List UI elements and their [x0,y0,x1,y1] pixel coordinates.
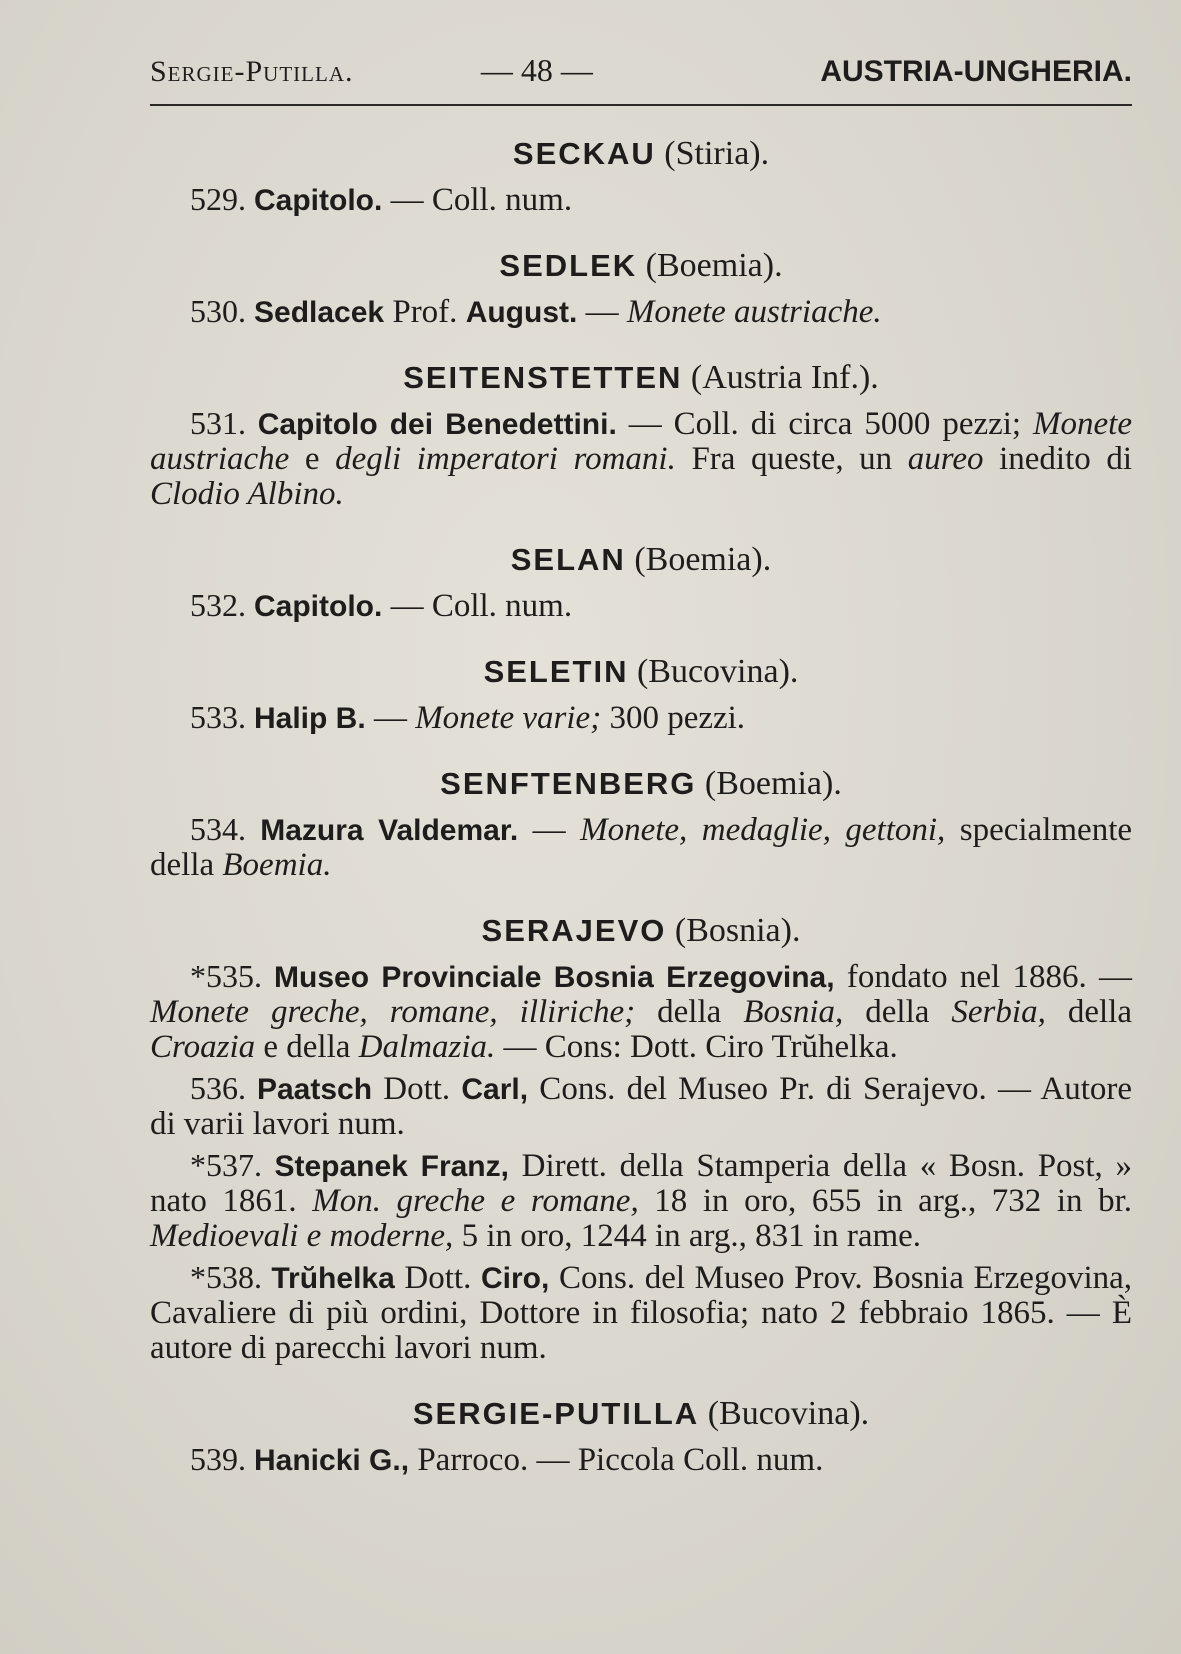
place-section [150,911,1132,1366]
catalog-entry [150,1260,1132,1366]
place-name: SERAJEVO [481,913,667,948]
entry-italic-text: Medioevali e moderne, [150,1218,454,1254]
catalog-entry [150,812,1132,883]
place-heading [150,911,1132,951]
entry-text: Dott. [372,1071,462,1107]
entry-italic-text: Mon. greche e romane, [312,1183,639,1219]
entry-italic-text: Serbia, [951,994,1046,1030]
entry-italic-text: Bosnia, [743,994,844,1030]
entry-name: Sedlacek [254,296,385,329]
place-heading [150,540,1132,580]
entry-text: Parroco. — Piccola Coll. num. [409,1442,824,1478]
place-section [150,764,1132,883]
entry-name: Capitolo dei Benedettini. [257,408,617,441]
place-section [150,652,1132,736]
entry-text: della [843,994,952,1030]
entry-name: Capitolo. [254,590,383,623]
entry-number: 534. [190,811,261,847]
entry-number: 533. [190,699,254,735]
entry-text: Dott. [394,1260,481,1296]
entry-text: 5 in oro, 1244 in arg., 831 in rame. [453,1218,922,1254]
entry-italic-text: Boemia. [222,847,332,883]
entry-text: della [635,994,744,1030]
place-section [150,540,1132,624]
place-region: (Austria Inf.). [690,359,879,396]
catalog-entry [150,1148,1132,1254]
entry-text: Cons. del Museo Prov. Bosnia Erzegovina, Cavaliere di più ordini, Dottore in filosofia; nato 2 febbraio 1865. — È autore di parecchi lavori num. [150,1260,1133,1366]
entry-text: — [577,294,627,330]
catalog-entry [150,406,1132,512]
place-heading [150,764,1132,804]
entry-name: Ciro, [480,1262,550,1295]
entry-text: — [518,812,581,848]
page-body [150,134,1132,1478]
place-section [150,134,1132,218]
entry-number: *537. [190,1147,275,1183]
entry-name: Museo Provinciale Bosnia Erzegovina, [274,961,835,994]
entry-name: Stepanek Franz, [274,1150,509,1183]
catalog-entry [150,959,1132,1065]
entry-name: Halip B. [254,702,366,735]
entry-name: Mazura Valdemar. [260,814,519,847]
entry-text: — Coll. num. [382,588,573,624]
entry-italic-text: Monete austriache. [626,294,882,330]
entry-number: 530. [190,293,254,329]
catalog-entry [150,588,1132,624]
entry-text: — Cons: Dott. Ciro Trŭhelka. [495,1029,898,1065]
entry-text: 300 pezzi. [601,700,746,736]
entry-text: della [1045,994,1132,1030]
entry-italic-text: Monete austriache [150,406,1132,477]
catalog-entry [150,294,1132,330]
entry-text: fondato nel 1886. — [834,959,1132,995]
page-number: — 48 — [480,52,593,88]
entry-italic-text: Monete varie; [415,700,602,736]
place-region: (Stiria). [664,135,770,172]
running-head-right: AUSTRIA-UNGHERIA. [820,55,1132,88]
entry-italic-text: Clodio Albino. [150,476,344,512]
place-region: (Boemia). [704,765,842,802]
entry-italic-text: Monete, medaglie, gettoni, [580,812,946,848]
entry-italic-text: Dalmazia. [358,1029,496,1065]
place-heading [150,652,1132,692]
entry-text: Fra queste, un [675,441,908,477]
entry-name: Trŭhelka [271,1262,395,1295]
entry-text: Dirett. della Stamperia della « Bosn. Post, » nato 1861. [150,1148,1132,1219]
catalog-entry [150,182,1132,218]
entry-text: Cons. del Museo Pr. di Serajevo. — Autore di varii lavori num. [150,1071,1132,1142]
entry-text: — Coll. di circa 5000 pezzi; [616,406,1034,442]
place-name: SERGIE-PUTILLA [412,1396,700,1431]
entry-text: — [365,700,416,736]
place-heading [150,1394,1132,1434]
place-region: (Boemia). [634,541,772,578]
entry-italic-text: degli imperatori romani. [335,441,676,477]
place-section [150,358,1132,512]
place-name: SELAN [510,542,626,577]
entry-italic-text: Croazia [150,1029,256,1065]
entry-name: Carl, [461,1073,529,1106]
entry-italic-text: Monete greche, romane, illiriche; [150,994,636,1030]
entry-name: August. [465,296,578,329]
entry-number: *538. [190,1259,272,1295]
place-name: SEDLEK [499,248,638,283]
place-region: (Bucovina). [636,653,799,690]
entry-text: specialmente della [150,812,1133,883]
running-head [150,52,1132,106]
text-column [150,52,1132,1482]
entry-number: 539. [190,1441,254,1477]
place-region: (Boemia). [645,247,783,284]
entry-text: e [289,441,336,477]
place-heading [150,134,1132,174]
entry-text: inedito di [983,441,1133,477]
entry-text: — Coll. num. [382,182,573,218]
place-section [150,246,1132,330]
catalog-entry [150,1071,1132,1142]
entry-number: *535. [190,958,275,994]
place-region: (Bosnia). [674,912,801,949]
entry-number: 531. [190,405,258,441]
entry-text: Prof. [384,294,466,330]
entry-text: 18 in oro, 655 in arg., 732 in br. [638,1183,1132,1219]
entry-name: Paatsch [256,1073,373,1106]
running-head-left: Sergie-Putilla. [150,55,354,88]
entry-number: 532. [190,587,254,623]
entry-name: Hanicki G., [254,1444,410,1477]
entry-name: Capitolo. [254,184,383,217]
place-name: SEITENSTETTEN [403,360,683,395]
entry-italic-text: aureo [907,441,984,477]
place-region: (Bucovina). [707,1395,870,1432]
place-name: SELETIN [483,654,629,689]
place-section [150,1394,1132,1478]
catalog-entry [150,1442,1132,1478]
entry-text: e della [255,1029,359,1065]
entry-number: 529. [190,181,254,217]
entry-number: 536. [190,1070,257,1106]
catalog-entry [150,700,1132,736]
place-name: SECKAU [512,136,656,171]
place-name: SENFTENBERG [440,766,697,801]
place-heading [150,246,1132,286]
place-heading [150,358,1132,398]
